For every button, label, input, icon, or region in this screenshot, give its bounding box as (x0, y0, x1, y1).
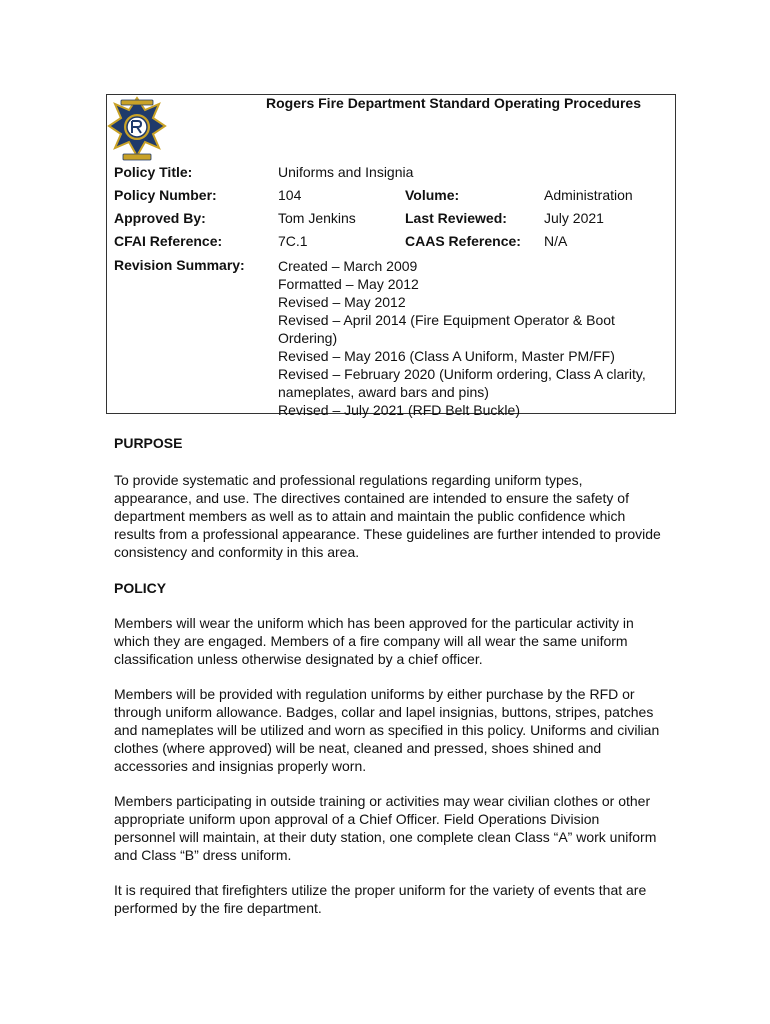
revision-entry: Revised – April 2014 (Fire Equipment Operator & Boot Ordering) (278, 312, 615, 346)
policy-paragraph-3: Members participating in outside training or activities may wear civilian clothes or other appropriate uniform upon approval of a Chief Officer. Field Operations Division personnel will maintain, at their duty station, one complete clean Class “A” work uniform and Class “B” dress uniform. (114, 793, 657, 863)
policy-title-value: Uniforms and Insignia (278, 164, 414, 180)
revision-entry: Revised – May 2016 (Class A Uniform, Master PM/FF) (278, 348, 615, 364)
revision-entry: Revised – February 2020 (Uniform ordering, Class A clarity, nameplates, award bars and pins) (278, 366, 646, 400)
caas-reference-value: N/A (544, 233, 568, 249)
volume-label: Volume: (405, 187, 460, 203)
revision-entry: Revised – May 2012 (278, 294, 406, 310)
approved-by-label: Approved By: (114, 210, 206, 226)
approved-by-value: Tom Jenkins (278, 210, 356, 226)
policy-paragraph-1: Members will wear the uniform which has been approved for the particular activity in which they are engaged. Members of a fire company will all wear the same uniform classification unless otherwise designated by a chief officer. (114, 615, 634, 667)
cfai-reference-label: CFAI Reference: (114, 233, 223, 249)
policy-title-label: Policy Title: (114, 164, 193, 180)
header-title: Rogers Fire Department Standard Operating Procedures (266, 95, 641, 111)
revision-entry: Revised – July 2021 (RFD Belt Buckle) (278, 402, 520, 418)
volume-value: Administration (544, 187, 633, 203)
revision-entry: Formatted – May 2012 (278, 276, 419, 292)
policy-heading: POLICY (114, 580, 167, 596)
revision-entry: Created – March 2009 (278, 258, 418, 274)
revision-summary-list (278, 257, 673, 419)
purpose-heading: PURPOSE (114, 435, 183, 451)
cfai-reference-value: 7C.1 (278, 233, 308, 249)
policy-number-label: Policy Number: (114, 187, 217, 203)
purpose-paragraph: To provide systematic and professional regulations regarding uniform types, appearance, and use. The directives contained are intended to ensure the safety of department members as well as to attain and maintain the public confidence which results from a professional appearance. These guidelines are further intended to provide consistency and conformity in this area. (114, 472, 661, 560)
caas-reference-label: CAAS Reference: (405, 233, 521, 249)
policy-number-value: 104 (278, 187, 302, 203)
fire-department-logo (107, 96, 167, 164)
revision-summary-label: Revision Summary: (114, 257, 245, 273)
last-reviewed-value: July 2021 (544, 210, 604, 226)
policy-paragraph-2: Members will be provided with regulation uniforms by either purchase by the RFD or through uniform allowance. Badges, collar and lapel insignias, buttons, stripes, patches and nameplates will be utilized and worn as specified in this policy. Uniforms and civilian clothes (where approved) will be neat, cleaned and pressed, shoes shined and accessories and insignias properly worn. (114, 686, 660, 774)
last-reviewed-label: Last Reviewed: (405, 210, 507, 226)
policy-paragraph-4: It is required that firefighters utilize the proper uniform for the variety of events that are performed by the fire department. (114, 882, 647, 916)
